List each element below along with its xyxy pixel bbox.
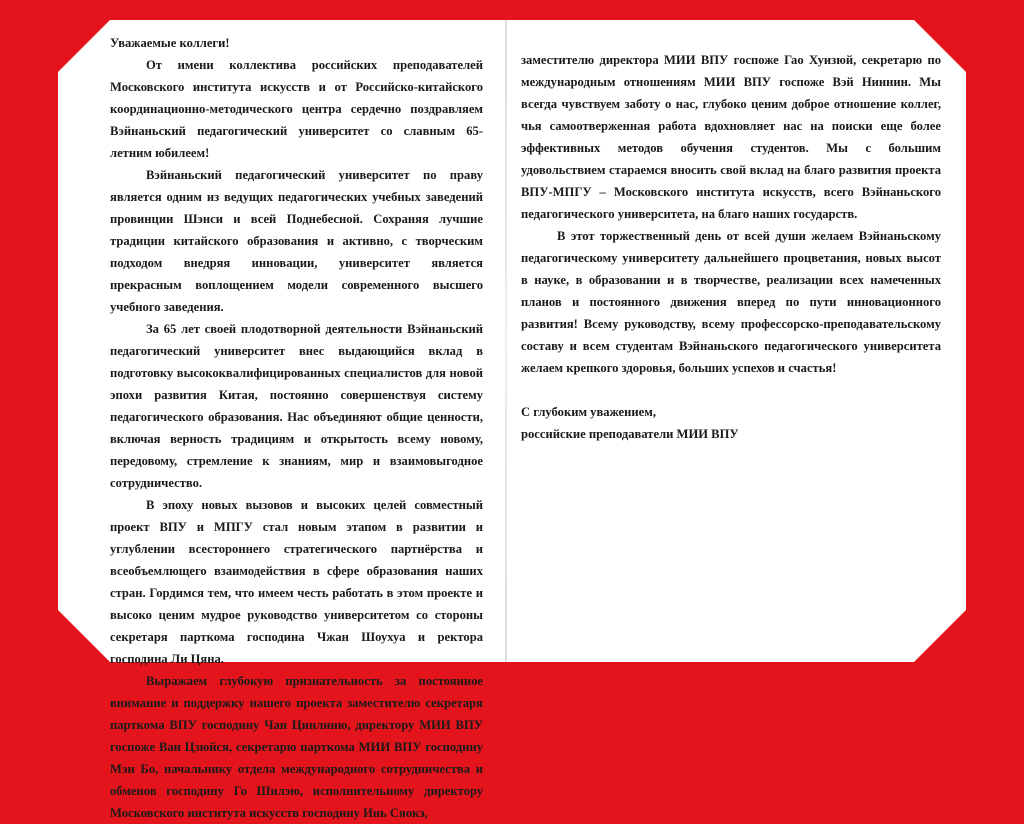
paragraph: В этот торжественный день от всей души желаем Вэйнаньскому педагогическому университету дальнейшего процветания, новых высот в науке, в образовании и в творчестве, реализации всех намеченных планов и постоянного движения вперед по пути инновационного развития! Всему руководству, всему профессорско-преподавательскому составу и всем студентам Вэйнаньского педагогического университета желаем крепкого здоровья, больших успехов и счастья!	[521, 229, 941, 375]
paragraph: За 65 лет своей плодотворной деятельности Вэйнаньский педагогический университет внес выдающийся вклад в подготовку высококвалифицированных специалистов для новой эпохи развития Китая, постоянно совершенствуя систему педагогического образования. Нас объединяют общие ценности, включая верность традициям и открытость всему новому, передовому, стремление к знаниям, мир и взаимовыгодное сотрудничество.	[110, 322, 483, 490]
paragraph: В эпоху новых вызовов и высоких целей совместный проект ВПУ и МПГУ стал новым этапом в развитии и углублении всестороннего стратегического партнёрства и всеобъемлющего взаимодействия в сфере образования наших стран. Гордимся тем, что имеем честь работать в этом проекте и высоко ценим мудрое руководство университетом со стороны секретаря парткома господина Чжан Шоухуа и ректора господина Ли Цяна.	[110, 498, 483, 666]
ribbon-bottom-left-band	[58, 610, 110, 662]
signature: российские преподаватели МИИ ВПУ	[521, 427, 739, 441]
paragraph: От имени коллектива российских преподавателей Московского института искусств и от Российско-китайского координационно-методического центра сердечно поздравляем Вэйнаньский педагогический университет со славным 65-летним юбилеем!	[110, 58, 483, 160]
ribbon-top-left-band	[58, 20, 110, 72]
closing: С глубоким уважением,	[521, 405, 656, 419]
ribbon-top-right-band	[914, 20, 966, 72]
paragraph: Выражаем глубокую признательность за постоянное внимание и поддержку нашего проекта заместителю секретаря парткома ВПУ господину Чан Цинлиню, директору МИИ ВПУ госпоже Ван Цзюйся, секретарю парткома МИИ ВПУ господину Мэн Бо, начальнику отдела международного сотрудничества и обменов господину Го Шилэю, исполнительному директору Московского института искусств господину Инь Сяокэ,	[110, 674, 483, 820]
ribbon-bottom-right-band	[914, 610, 966, 662]
greeting: Уважаемые коллеги!	[110, 36, 230, 50]
paragraph: заместителю директора МИИ ВПУ госпоже Гао Хуизюй, секретарю по международным отношениям МИИ ВПУ госпоже Вэй Ниннин. Мы всегда чувствуем заботу о нас, глубоко ценим доброе отношение коллег, чья самоотверженная работа вдохновляет нас на поиски еще более эффективных методов обучения студентов. Мы с большим удовольствием стараемся вносить свой вклад на благо развития проекта ВПУ-МПГУ – Московского института искусств, всего Вэйнаньского педагогического университета, на благо наших государств.	[521, 53, 941, 221]
paragraph: Вэйнаньский педагогический университет по праву является одним из ведущих педагогических учебных заведений провинции Шэнси и всей Поднебесной. Сохраняя лучшие традиции китайского образования и активно, с творческим подходом внедряя инновации, университет является прекрасным воплощением модели современного высшего учебного заведения.	[110, 168, 483, 314]
